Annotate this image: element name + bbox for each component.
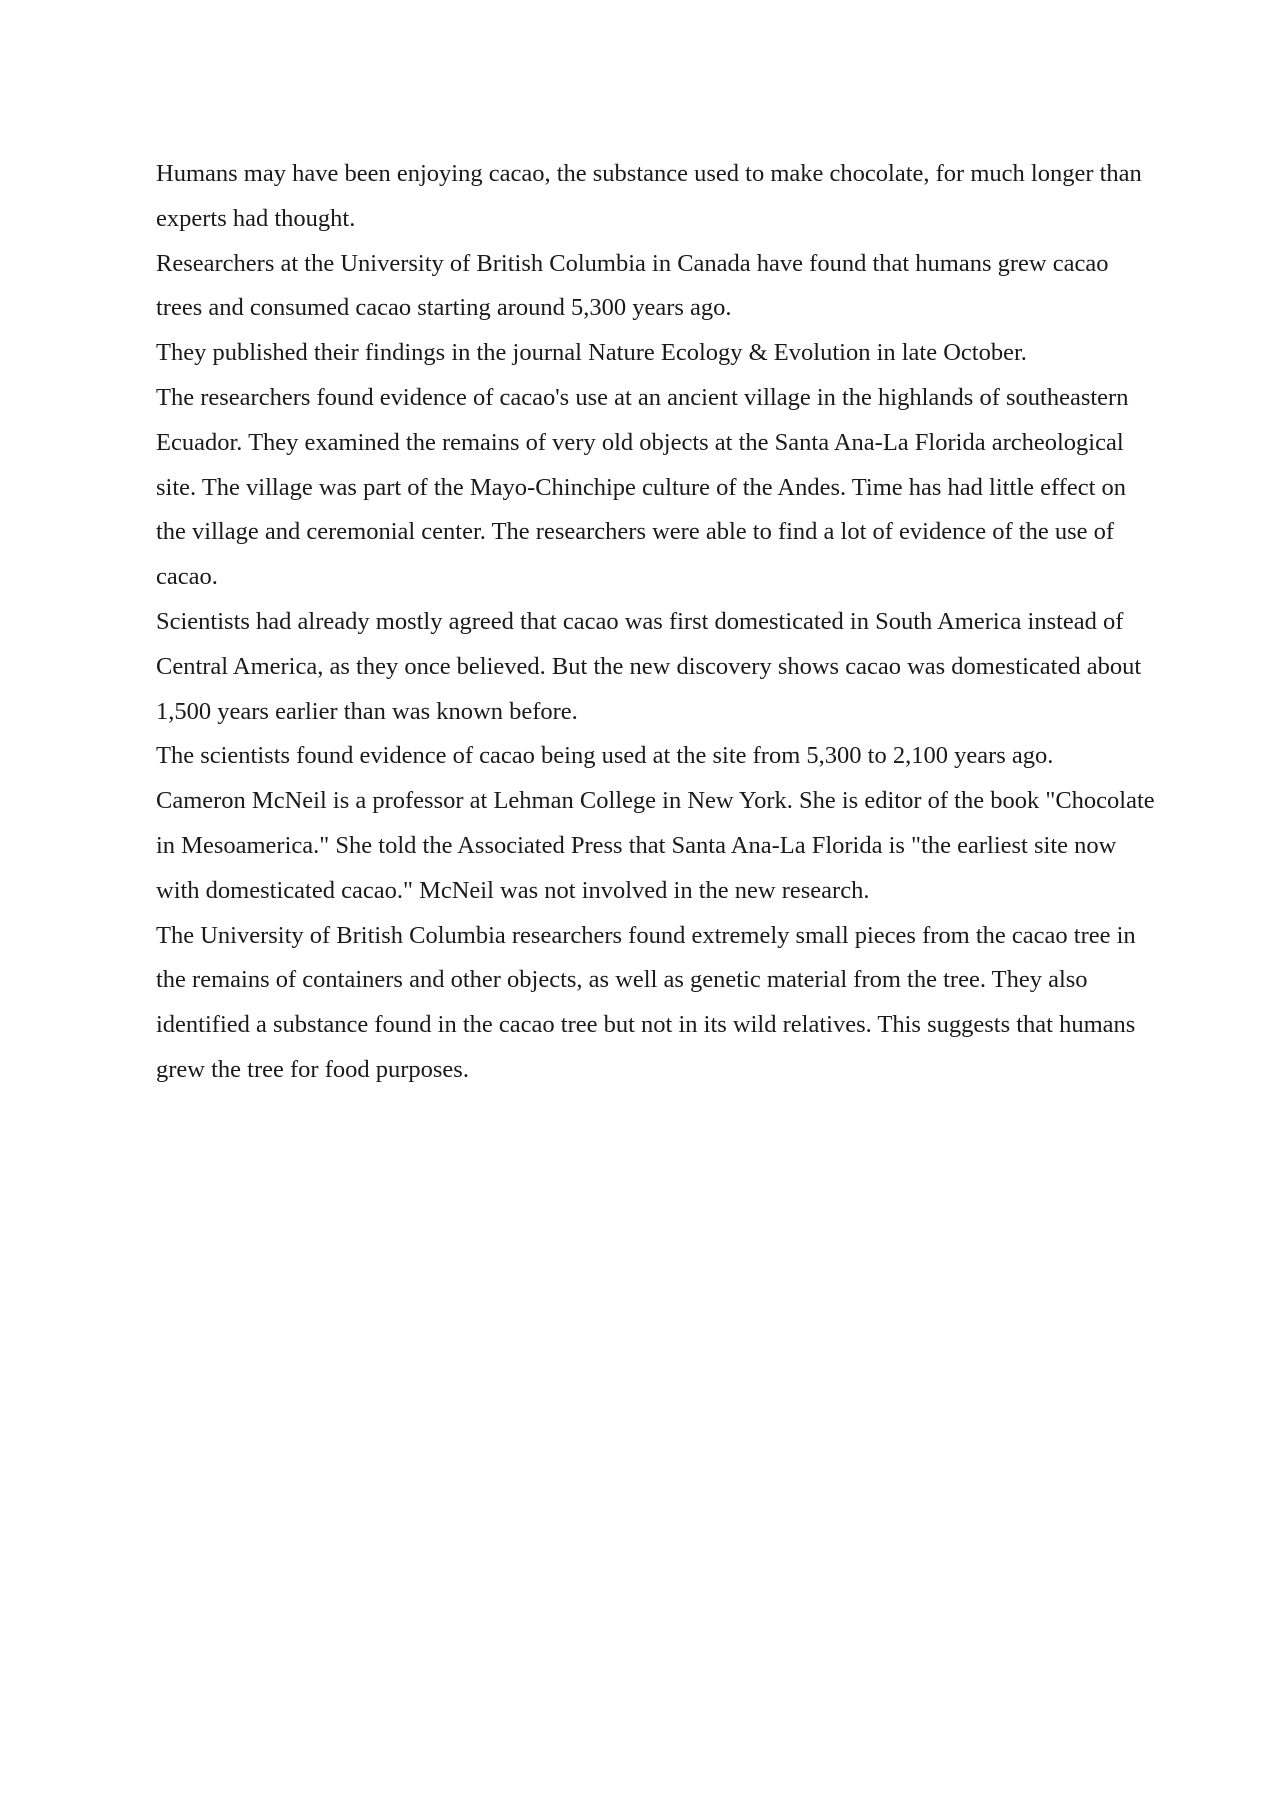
document-body xyxy=(156,152,1156,1093)
paragraph-evidence: The researchers found evidence of cacao's use at an ancient village in the highlands of southeastern Ecuador. They examined the remains of very old objects at the Santa Ana-La Florida archeological site. The village was part of the Mayo-Chinchipe culture of the Andes. Time has had little effect on the village and ceremonial center. The researchers were able to find a lot of evidence of the use of cacao. xyxy=(156,383,1129,591)
paragraph-intro: Humans may have been enjoying cacao, the substance used to make chocolate, for much longer than experts had thought. xyxy=(156,160,1142,232)
paragraph-researchers: Researchers at the University of British Columbia in Canada have found that humans grew cacao trees and consumed cacao starting around 5,300 years ago. xyxy=(156,249,1109,322)
paragraph-timeline: The scientists found evidence of cacao being used at the site from 5,300 to 2,100 years ago. xyxy=(156,742,1054,770)
paragraph-publication: They published their findings in the journal Nature Ecology & Evolution in late October. xyxy=(156,339,1027,367)
paragraph-mcneil: Cameron McNeil is a professor at Lehman College in New York. She is editor of the book "Chocolate in Mesoamerica." She told the Associated Press that Santa Ana-La Florida is "the earliest site now with domesticated cacao." McNeil was not involved in the new research. xyxy=(156,787,1155,904)
paragraph-findings: The University of British Columbia researchers found extremely small pieces from the cacao tree in the remains of containers and other objects, as well as genetic material from the tree. They also identified a substance found in the cacao tree but not in its wild relatives. This suggests that humans grew the tree for food purposes. xyxy=(156,921,1136,1083)
paragraph-domestication: Scientists had already mostly agreed that cacao was first domesticated in South America instead of Central America, as they once believed. But the new discovery shows cacao was domesticated about 1,500 years earlier than was known before. xyxy=(156,607,1142,725)
